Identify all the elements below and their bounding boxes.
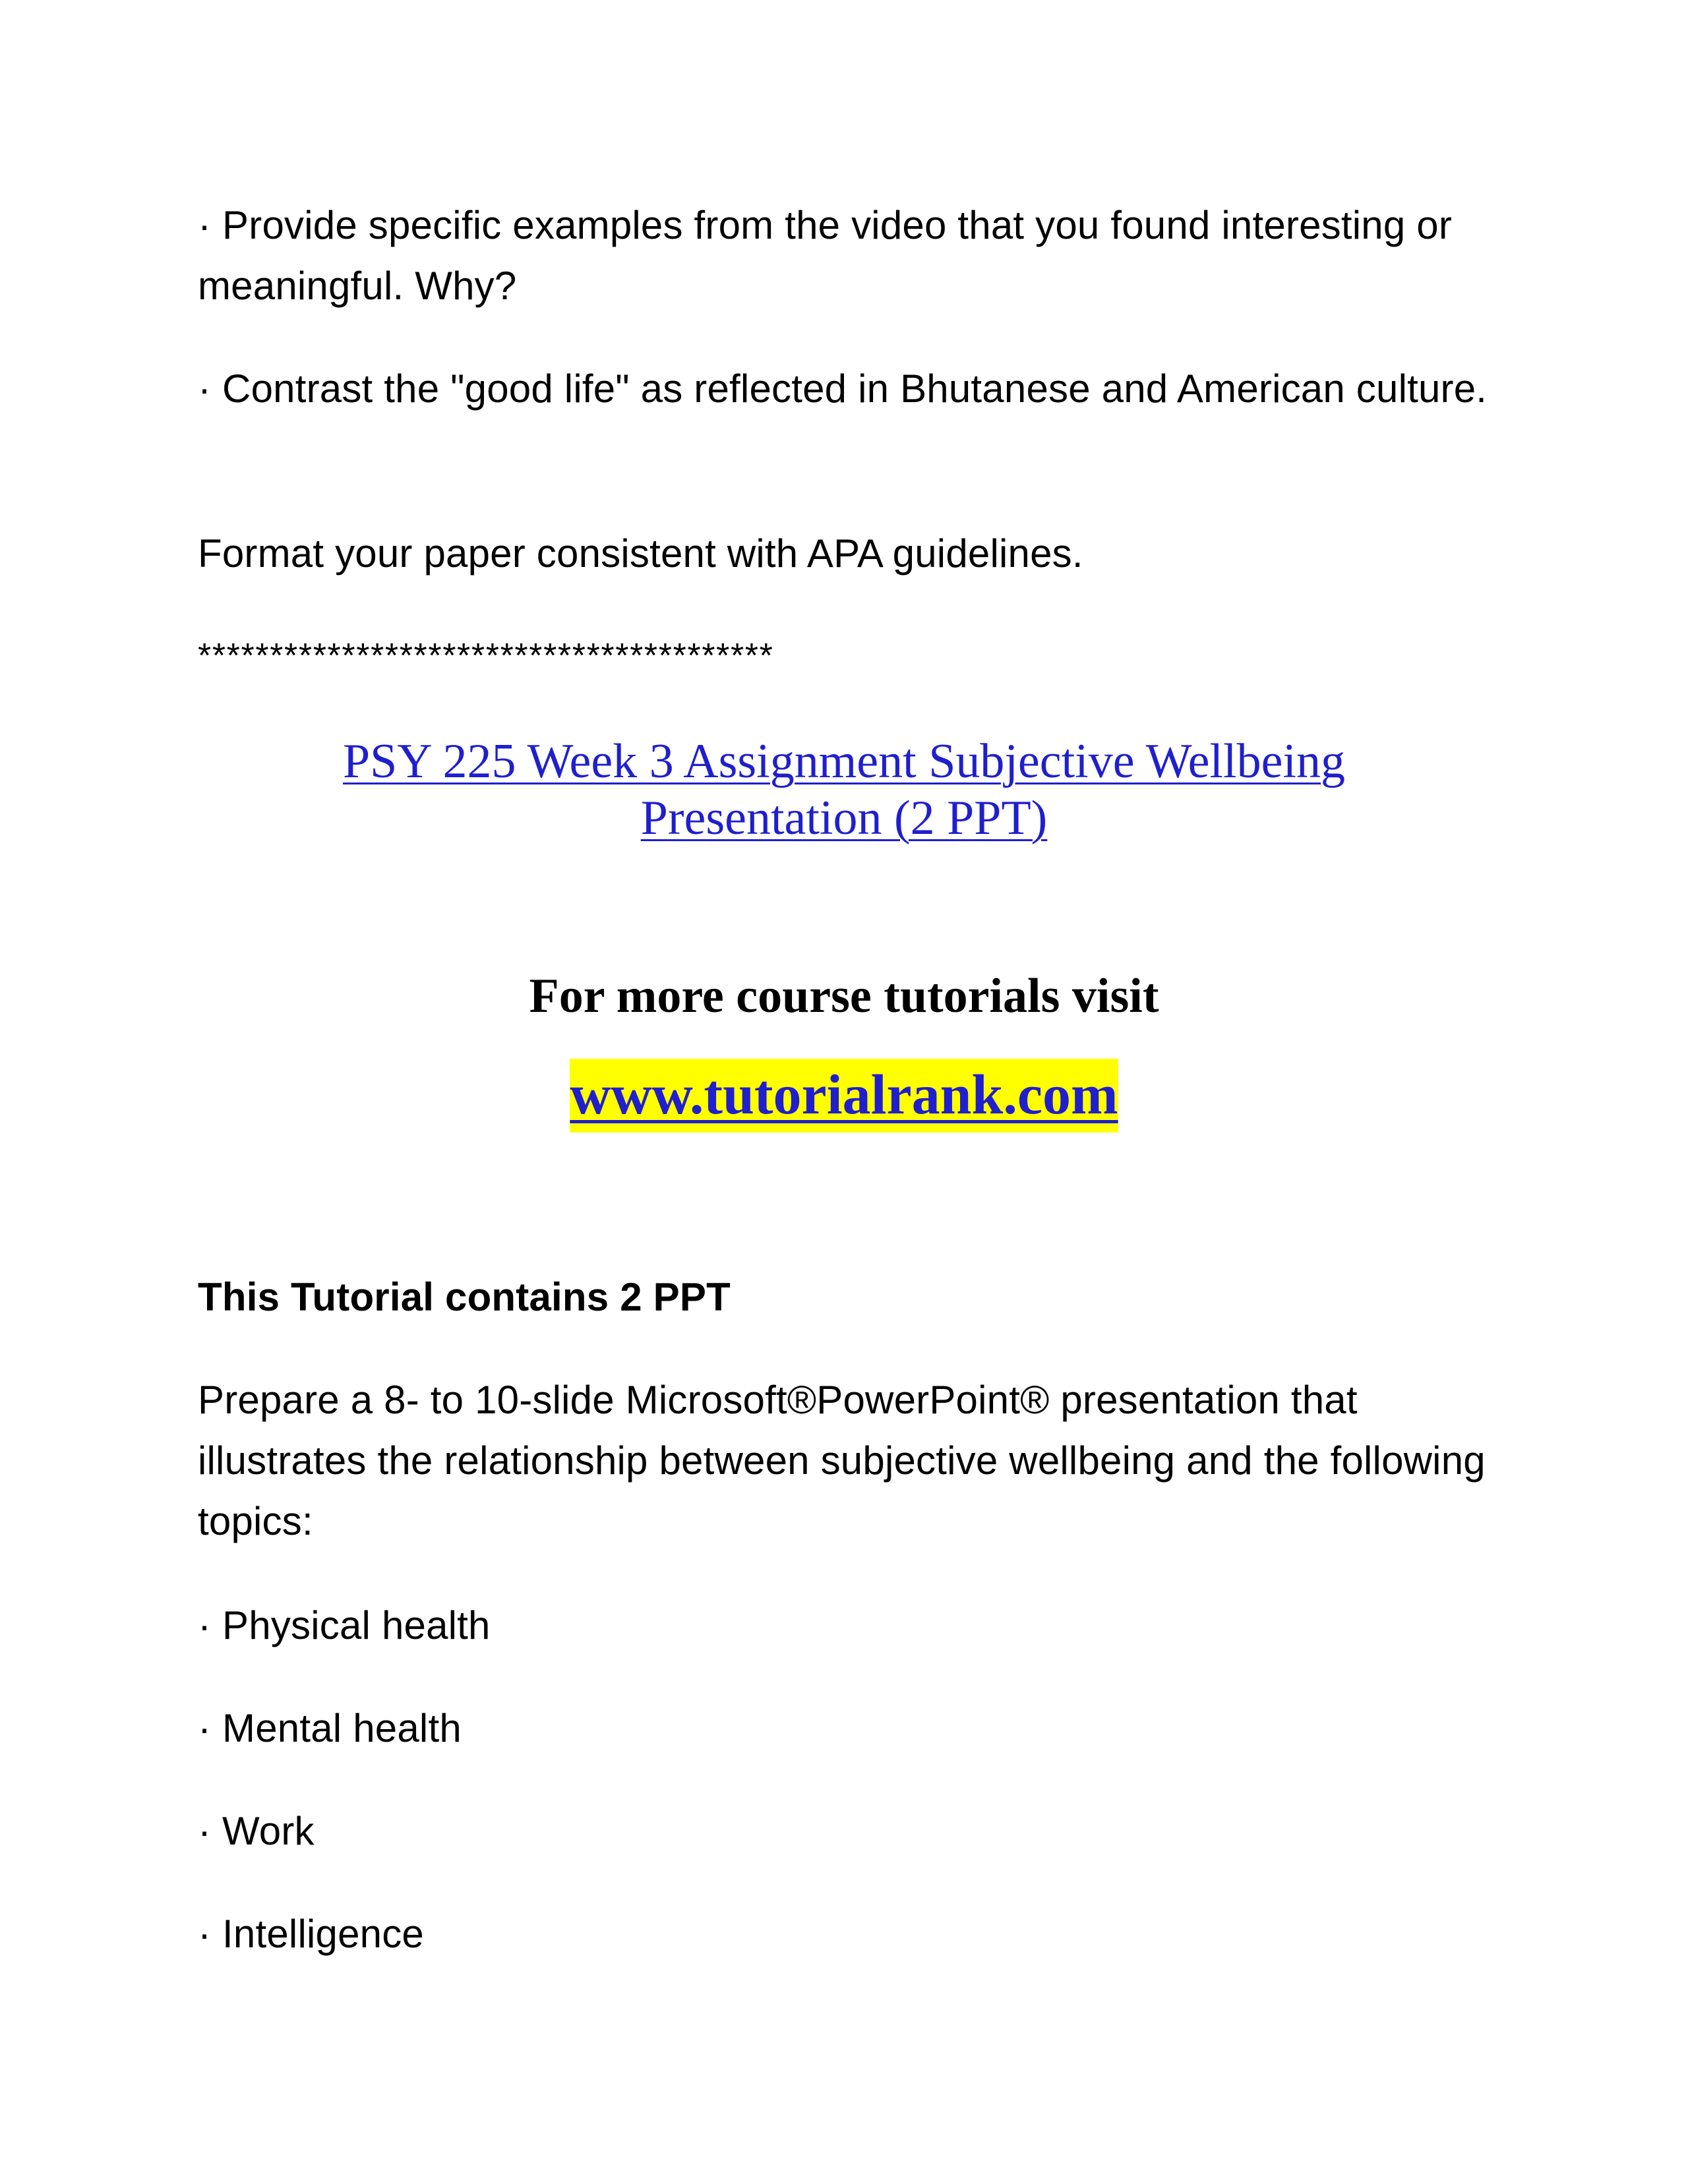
separator-line: ****************************************	[198, 637, 774, 675]
topic-work: · Work	[198, 1809, 315, 1853]
tutorial-heading: This Tutorial contains 2 PPT	[198, 1275, 731, 1319]
promo-site-link[interactable]: www.tutorialrank.com	[570, 1059, 1118, 1133]
course-title-line-1[interactable]: PSY 225 Week 3 Assignment Subjective Wellbeing	[342, 734, 1346, 788]
format-note: Format your paper consistent with APA guidelines.	[198, 531, 1083, 576]
bullet-contrast: · Contrast the "good life" as reflected in Bhutanese and American culture.	[198, 367, 1488, 411]
instructions-paragraph: Prepare a 8- to 10-slide Microsoft®PowerPoint® presentation that illustrates the relationship between subjective wellbeing and the following topics:	[198, 1378, 1486, 1543]
promo-site-container	[0, 1059, 1688, 1133]
promo-heading: For more course tutorials visit	[529, 969, 1159, 1023]
course-title-line-2[interactable]: Presentation (2 PPT)	[640, 791, 1048, 845]
course-title-link[interactable]	[0, 733, 1688, 846]
topic-intelligence: · Intelligence	[198, 1912, 424, 1956]
bullet-examples: · Provide specific examples from the video that you found interesting or meaningful. Why?	[198, 203, 1453, 308]
topic-mental-health: · Mental health	[198, 1706, 462, 1750]
topic-physical-health: · Physical health	[198, 1603, 491, 1647]
